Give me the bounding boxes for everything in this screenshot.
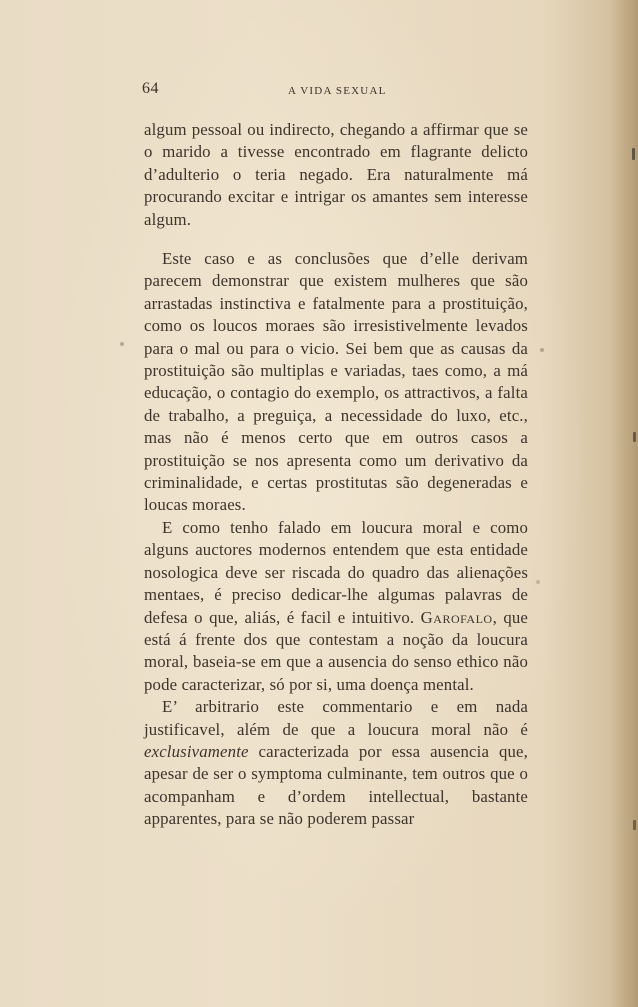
body-text-top — [144, 119, 528, 231]
running-title: A VIDA SEXUAL — [288, 85, 387, 97]
paper-blemish-left — [120, 342, 124, 346]
paragraph-4 — [144, 696, 528, 830]
paragraph-2: Este caso e as conclusões que d’elle derivam parecem demonstrar que existem mulheres que são arrastadas instinctiva e fatalmente para a prostituição, como os loucos moraes são irresistivelmente levados para o mal ou para o vicio. Sei bem que as causas da prostituição são multiplas e variadas, taes como, a má educação, o contagio do exemplo, os attractivos, a falta de trabalho, a preguiça, a necessidade do luxo, etc., mas não é menos certo que em outros casos a prostituição se nos apresenta como um derivativo da criminalidade, e certas prostitutas são degeneradas e loucas moraes. — [144, 249, 528, 515]
page-number: 64 — [142, 80, 159, 97]
page-header — [140, 80, 530, 104]
paragraph-1: algum pessoal ou indirecto, chegando a affirmar que se o marido a tivesse encontrado em flagrante delicto d’adulterio o teria negado. Era naturalmente má procurando excitar e intrigar os amantes sem interesse algum. — [144, 120, 528, 229]
paragraph-4-text-before-emphasis: E’ arbitrario este commentario e em nada justificavel, além de que a loucura moral não é — [144, 697, 528, 739]
edge-mark-middle — [633, 432, 636, 442]
paragraph-3-text-after-name: , que está á frente dos que contestam a noção da loucura moral, baseia-se em que a ausencia do senso ethico não pode caracterizar, só por si, uma doença mental. — [144, 607, 528, 694]
author-name-garofalo: Garofalo — [420, 607, 493, 627]
paper-blemish-right — [540, 348, 544, 352]
paragraph-3-text-before-name: E como tenho falado em loucura moral e como alguns auctores modernos entendem que esta entidade nosologica deve ser riscada do quadro das alienações mentaes, é preciso dedicar-lhe algumas palavras de defesa o que, aliás, é facil e intuitivo. — [144, 517, 528, 627]
edge-mark-top — [632, 148, 635, 160]
paragraph-4-text-after-emphasis: caracterizada por essa ausencia que, apesar de ser o symptoma culminante, tem outros que o acompanham e d’ordem intellectual, bastante apparentes, para se não poderem passar — [144, 741, 528, 829]
emphasis-exclusivamente: exclusivamente — [144, 741, 249, 761]
paragraph-3 — [144, 517, 528, 696]
body-text-main — [144, 248, 528, 831]
paper-blemish-middle — [536, 580, 540, 584]
edge-mark-bottom — [633, 820, 636, 830]
